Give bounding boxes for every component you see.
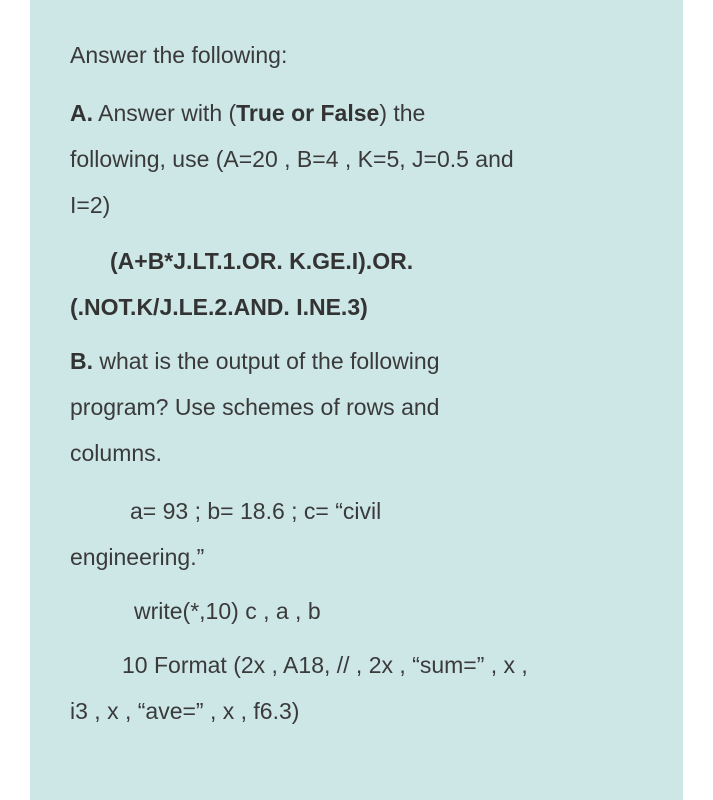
code-line-3: write(*,10) c , a , b bbox=[134, 598, 321, 624]
part-a-line-1 bbox=[70, 90, 425, 136]
part-a-text-pre: Answer with ( bbox=[93, 100, 237, 126]
part-b-line-2: program? Use schemes of rows and bbox=[70, 394, 440, 420]
part-a-text-post: ) the bbox=[379, 100, 426, 126]
part-a-true-false: True or False bbox=[236, 100, 380, 126]
code-line-1: a= 93 ; b= 18.6 ; c= “civil bbox=[130, 498, 382, 524]
part-b-line-1 bbox=[70, 338, 440, 384]
code-line-2: engineering.” bbox=[70, 544, 205, 570]
part-a-line-3: I=2) bbox=[70, 192, 111, 218]
part-b-text: what is the output of the following bbox=[93, 348, 440, 374]
part-a-letter: A. bbox=[70, 100, 93, 126]
code-line-5: i3 , x , “ave=” , x , f6.3) bbox=[70, 698, 300, 724]
heading: Answer the following: bbox=[70, 42, 288, 68]
code-line-4: 10 Format (2x , A18, // , 2x , “sum=” , x , bbox=[122, 652, 528, 678]
part-a-expression-2: (.NOT.K/J.LE.2.AND. I.NE.3) bbox=[70, 294, 368, 320]
part-a-expression-1: (A+B*J.LT.1.OR. K.GE.I).OR. bbox=[110, 248, 414, 274]
part-b-line-3: columns. bbox=[70, 440, 163, 466]
part-a-line-2: following, use (A=20 , B=4 , K=5, J=0.5 and bbox=[70, 146, 514, 172]
part-b-letter: B. bbox=[70, 348, 93, 374]
